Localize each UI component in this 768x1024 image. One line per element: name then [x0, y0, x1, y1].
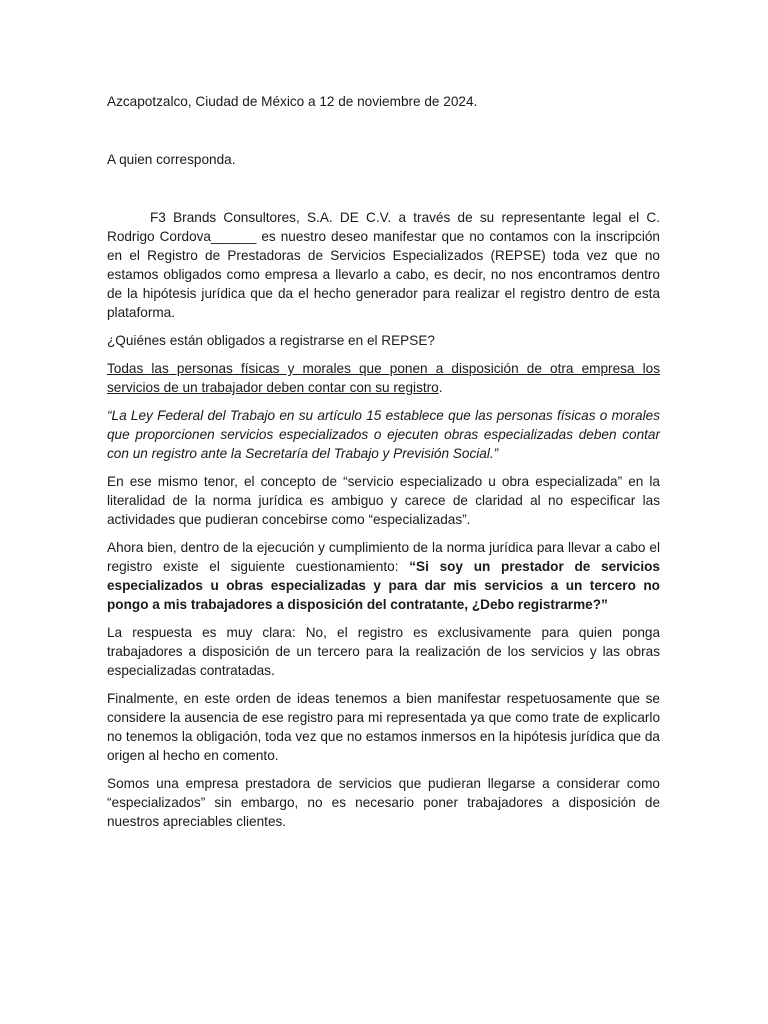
greeting: A quien corresponda. [107, 152, 236, 167]
answer-paragraph [107, 359, 660, 397]
question-line: ¿Quiénes están obligados a registrarse en el REPSE? [107, 333, 435, 348]
paragraph-answer: La respuesta es muy clara: No, el registro es exclusivamente para quien ponga trabajadores a disposición de un tercero para la realización de los servicios y las obras especializadas contratadas. [107, 625, 660, 678]
paragraph-conclusion: Finalmente, en este orden de ideas tenemos a bien manifestar respetuosamente que se considere la ausencia de ese registro para mi representada ya que como trate de explicarlo no tenemos la obligación, toda vez que no estamos inmersos en la hipótesis jurídica que da origen al hecho en comento. [107, 691, 660, 763]
answer-underlined-text: Todas las personas físicas y morales que ponen a disposición de otra empresa los servicios de un trabajador deben contar con su registro [107, 361, 660, 395]
date-line: Azcapotzalco, Ciudad de México a 12 de noviembre de 2024. [107, 94, 478, 109]
paragraph-question [107, 538, 660, 614]
law-quote: “La Ley Federal del Trabajo en su artículo 15 establece que las personas físicas o morales que proporcionen servicios especializados o ejecuten obras especializadas deben contar con un registro ante la Secretaría del Trabajo y Previsión Social.” [107, 408, 660, 461]
paragraph-question-text: Ahora bien, dentro de la ejecución y cumplimiento de la norma jurídica para llevar a cabo el registro existe el siguiente cuestionamiento: [107, 540, 660, 574]
bold-question: “Si soy un prestador de servicios especializados u obras especializadas y para dar mis servicios a un tercero no pongo a mis trabajadores a disposición del contratante, ¿Debo registrarme?” [107, 559, 660, 612]
paragraph-closing: Somos una empresa prestadora de servicios que pudieran llegarse a considerar como “especializados” sin embargo, no es necesario poner trabajadores a disposición de nuestros apreciables clientes. [107, 776, 660, 829]
answer-period: . [438, 380, 443, 395]
letter-body [107, 208, 660, 840]
paragraph-tenor: En ese mismo tenor, el concepto de “servicio especializado u obra especializada” en la literalidad de la norma jurídica es ambiguo y carece de claridad al no especificar las actividades que pudieran concebirse como “especializadas”. [107, 474, 660, 527]
paragraph-intro: F3 Brands Consultores, S.A. DE C.V. a través de su representante legal el C. Rodrigo Cordova______ es nuestro deseo manifestar que no contamos con la inscripción en el Registro de Prestadoras de Servicios Especializados (REPSE) toda vez que no estamos obligados como empresa a llevarlo a cabo, es decir, no nos encontramos dentro de la hipótesis jurídica que da el hecho generador para realizar el registro dentro de esta plataforma. [107, 210, 660, 320]
